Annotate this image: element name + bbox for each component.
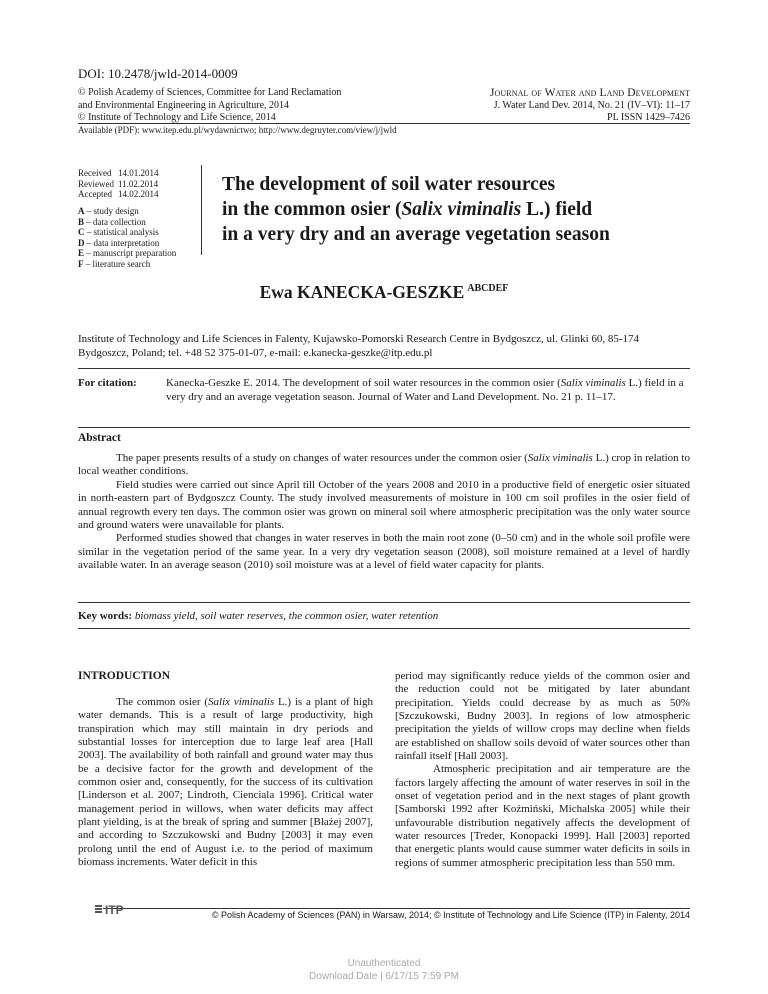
contribution-item: B – data collection [78, 216, 146, 227]
contribution-item: E – manuscript preparation [78, 248, 177, 258]
abstract-paragraph: The paper presents results of a study on changes of water resources under the common osier (Salix viminalis L.) crop in relation to local weather conditions. [78, 452, 690, 478]
article-dates [78, 168, 163, 200]
itp-logo [94, 902, 134, 916]
contribution-item: F – literature search [78, 258, 151, 269]
citation-text: Kanecka-Geszke E. 2014. The development of soil water resources in the common osier (Salix viminalis L.) field in a very dry and an average vegetation season. Journal of Water and Land Development. No. 21 p. 11–17. [166, 377, 684, 403]
contribution-legend [78, 206, 176, 269]
vertical-divider [201, 165, 202, 255]
abstract-paragraph: Performed studies showed that changes in water reserves in both the main root zone (0–50 cm) and in the whole soil profile were similar in the vegetation period of the same year. In a very dry vegetation season (2008), soil moisture remained at a level of hardly available water. In an average season (2010) soil moisture was at a level of field water capacity for plants. [78, 532, 690, 572]
date-label: Received [78, 168, 112, 178]
journal-citation: J. Water Land Dev. 2014, No. 21 (IV–VI): 11–17 [493, 99, 690, 111]
date-row [78, 179, 163, 190]
article-title: The development of soil water resources in the common osier (Salix viminalis L.) field in a very dry and an average vegetation season [222, 174, 610, 245]
header-divider [78, 123, 690, 124]
contribution-item: C – statistical analysis [78, 227, 159, 237]
author-name: Ewa KANECKA-GESZKE [259, 282, 465, 302]
keywords-text: biomass yield, soil water reserves, the common osier, water retention [134, 610, 439, 622]
copyright-line: © Institute of Technology and Life Science, 2014 [78, 112, 276, 123]
abstract-body [78, 452, 690, 573]
copyright-block [78, 87, 341, 125]
watermark-line: Download Date | 6/17/15 7:59 PM [309, 971, 459, 982]
citation-label: For citation: [78, 377, 137, 389]
watermark [0, 957, 768, 983]
footer-divider [96, 908, 690, 909]
journal-block [490, 87, 690, 125]
body-column-right [395, 670, 690, 870]
section-heading: INTRODUCTION [78, 670, 171, 682]
journal-issn: PL ISSN 1429–7426 [607, 112, 690, 123]
watermark-line: Unauthenticated [347, 958, 421, 969]
itp-logo-text: ITP [105, 903, 124, 916]
date-value: 14.01.2014 [118, 168, 159, 178]
footer-copyright: © Polish Academy of Sciences (PAN) in Warsaw, 2014; © Institute of Technology and Life Science (ITP) in Falenty, 2014 [211, 910, 690, 920]
date-row [78, 168, 163, 179]
keywords [78, 610, 690, 622]
availability-note: Available (PDF): www.itep.edu.pl/wydawnictwo; http://www.degruyter.com/view/j/jwld [78, 125, 397, 135]
body-column-left [78, 696, 373, 869]
affiliation: Institute of Technology and Life Sciences in Falenty, Kujawsko-Pomorski Research Centre in Bydgoszcz, ul. Glinki 60, 85-174 Bydgoszcz, Poland; tel. +48 52 375-01-07, e-mail: e.kanecka-geszke@itp.edu.pl [78, 333, 640, 359]
body-paragraph: period may significantly reduce yields of the common osier and the reduction could not be mitigated by later abundant precipitation. Yields could decrease by as much as 50% [Szczukowski, Budny 2003]. In regions of low atmospheric precipitation the yields of willow crops may decline when fields are established on shallow soils devoid of water sources other than rainfall itself [Hall 2003]. [395, 670, 690, 763]
abstract-heading: Abstract [78, 432, 121, 444]
citation-divider [78, 368, 690, 369]
author [0, 282, 768, 303]
date-row [78, 189, 163, 200]
contribution-item: D – data interpretation [78, 237, 160, 248]
abstract-paragraph: Field studies were carried out since April till October of the years 2008 and 2010 in a productive field of energetic osier situated in north-eastern part of Bydgoszcz County. The study involved measurements of moisture in 100 cm soil profiles in the osier field of annual regrowth every ten days. The common osier was grown on mineral soil where atmospheric precipitation was the only water source and ground waters were unavailable for plants. [78, 478, 690, 532]
body-paragraph: Atmospheric precipitation and air temperature are the factors largely affecting the amount of water reserves in soil in the onset of vegetation period and in the next stages of plant growth [Samborski 1992 after Koźmiński, Michalska 2005] while their unfavourable distribution negatively affects the development of water resources [Treder, Konopacki 1999]. Hall [2003] reported that energetic plants would cause summer water deficits in soils in regions of summer atmospheric precipitation less than 550 mm. [395, 763, 690, 869]
abstract-divider [78, 427, 690, 428]
date-value: 14.02.2014 [118, 189, 159, 199]
journal-title: Journal of Water and Land Development [489, 87, 690, 99]
copyright-line: © Polish Academy of Sciences, Committee for Land Reclamation [78, 87, 342, 98]
copyright-line: and Environmental Engineering in Agriculture, 2014 [78, 99, 290, 111]
doi: DOI: 10.2478/jwld-2014-0009 [78, 66, 238, 81]
date-label: Accepted [78, 189, 112, 199]
body-paragraph: The common osier (Salix viminalis L.) is a plant of high water demands. This is a result of large productivity, high transpiration which may still maintain in dry periods and substantial losses for interception due to large leaf area [Hall 2003]. The availability of both rainfall and ground water may thus be a decisive factor for the growth and development of the common osier and, consequently, for the success of its cultivation [Linderson et al. 2007; Lindroth, Cienciala 1996]. Critical water management period in willows, when water deficits may affect plant yielding, is at the break of spring and summer [Błażej 2007], and according to Szczukowski and Budny [2003] it may even prolong until the end of August i.e. to the period of maximum biomass increments. Water deficit in this [78, 696, 373, 869]
date-value: 11.02.2014 [118, 178, 159, 189]
contribution-item: A – study design [78, 206, 139, 216]
date-label: Reviewed [78, 178, 114, 189]
keywords-divider [78, 602, 690, 603]
keywords-label: Key words: [78, 610, 133, 622]
author-roles: ABCDEF [467, 283, 509, 294]
keywords-divider-bottom [78, 628, 690, 629]
